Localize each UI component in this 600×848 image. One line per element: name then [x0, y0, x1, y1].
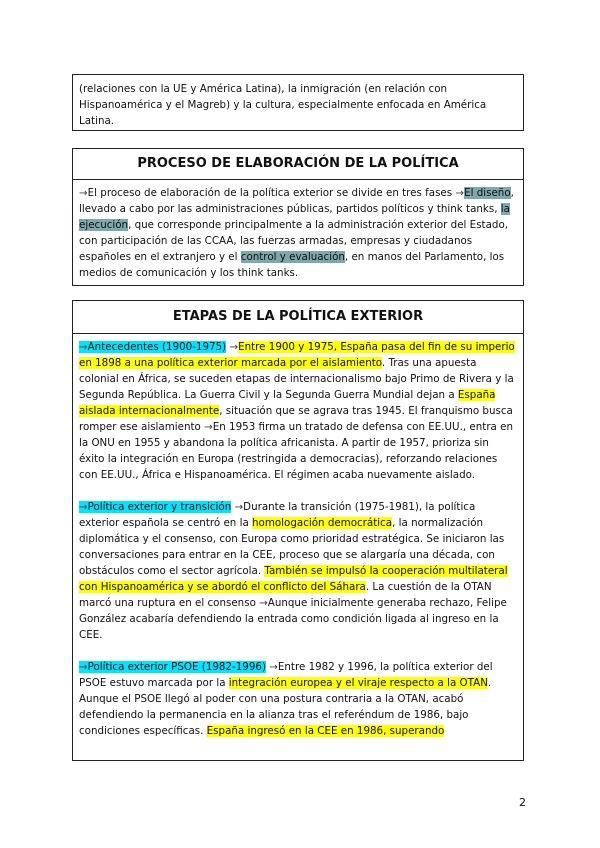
- intro-box: [72, 74, 524, 131]
- arrow-icon: →: [204, 421, 213, 433]
- label-transicion: →Política exterior y transición: [79, 501, 232, 513]
- arrow-icon: →: [79, 187, 88, 199]
- elab-text-3: , que corresponde principalmente a la administración exterior del Estado, con participación de las CCAA, las fuerzas armadas, empresas y ciudadanos españoles en el extranjero y el: [79, 219, 509, 263]
- paragraph-psoe: →Política exterior PSOE (1982-1996) →Entre 1982 y 1996, la política exterior del PSOE estuvo marcada por la integración europea y el viraje respecto a la OTAN. Aunque el PSOE llegó al poder con una postura contraria a la OTAN, acabó defendiendo la permanencia en la alianza tras el referéndum de 1986, bajo condiciones específicas. España ingresó en la CEE en 1986, superando: [79, 661, 493, 737]
- highlight-cee-1986: España ingresó en la CEE en 1986, superando: [206, 725, 445, 737]
- etapas-body: [73, 334, 523, 739]
- elaboracion-box: [72, 148, 524, 286]
- etapas-box: [72, 300, 524, 761]
- arrow-icon: →: [259, 597, 268, 609]
- highlight-cooperacion: También se impulsó la cooperación multilateral con Hispanoamérica y se abordó el conflicto del Sáhara: [79, 565, 508, 593]
- arrow-icon: →: [234, 501, 244, 513]
- label-antecedentes: →Antecedentes (1900-1975): [79, 341, 227, 353]
- etapas-title: ETAPAS DE LA POLÍTICA EXTERIOR: [73, 301, 523, 334]
- arrow-icon: →: [455, 187, 465, 199]
- arrow-icon: →: [79, 661, 88, 673]
- highlight-espana-aislada: España aislada internacionalmente: [79, 389, 496, 417]
- paragraph-transicion: →Política exterior y transición →Durante la transición (1975-1981), la política exterior española se centró en la homologación democrática, la normalización diplomática y el consenso, con Europa como prioridad estratégica. Se iniciaron las conversaciones para entrar en la CEE, proceso que se alargaría una década, con obstáculos como el sector agrícola. También se impulsó la cooperación multilateral con Hispanoamérica y se abordó el conflicto del Sáhara. La cuestión de la OTAN marcó una ruptura en el consenso →Aunque inicialmente generaba rechazo, Felipe González acabaría defendiendo la entrada como condición ligada al ingreso en la CEE.: [79, 501, 508, 641]
- elaboracion-text: [73, 180, 523, 281]
- highlight-homologacion: homologación democrática: [252, 517, 393, 529]
- arrow-icon: →: [269, 661, 278, 673]
- arrow-icon: →: [79, 501, 88, 513]
- intro-text: (relaciones con la UE y América Latina), la inmigración (en relación con Hispanoamérica y el Magreb) y la cultura, especialmente enfocada en América Latina.: [79, 83, 487, 127]
- highlight-diseno: El diseño: [464, 187, 511, 199]
- elaboracion-title: PROCESO DE ELABORACIÓN DE LA POLÍTICA: [73, 149, 523, 180]
- elab-text-1: El proceso de elaboración de la política exterior se divide en tres fases: [87, 187, 456, 199]
- arrow-icon: →: [229, 341, 239, 353]
- label-psoe: →Política exterior PSOE (1982-1996): [79, 661, 266, 673]
- elab-text-4: , en manos del Parlamento, los medios de comunicación y los think tanks.: [79, 251, 505, 279]
- highlight-integracion: integración europea y el viraje respecto a la OTAN: [228, 677, 488, 689]
- paragraph-antecedentes: →Antecedentes (1900-1975) →Entre 1900 y 1975, España pasa del fin de su imperio en 1898 a una política exterior marcada por el aislamiento. Tras una apuesta colonial en África, se suceden etapas de internacionalismo bajo Primo de Rivera y la Segunda República. La Guerra Civil y la Segunda Guerra Mundial dejan a España aislada internacionalmente, situación que se agrava tras 1945. El franquismo busca romper ese aislamiento →En 1953 firma un tratado de defensa con EE.UU., entra en la ONU en 1955 y abandona la política africanista. A partir de 1957, prioriza sin éxito la integración en Europa (restringida a democracias), reforzando relaciones con EE.UU., África e Hispanoamérica. El régimen acaba nuevamente aislado.: [79, 341, 515, 481]
- arrow-icon: →: [79, 341, 88, 353]
- elab-text-2: , llevado a cabo por las administraciones públicas, partidos políticos y think tanks,: [79, 187, 514, 215]
- highlight-control: control y evaluación: [240, 251, 345, 263]
- highlight-ejecucion: la ejecución: [79, 203, 510, 231]
- highlight-fin-imperio: Entre 1900 y 1975, España pasa del fin de su imperio en 1898 a una política exterior marcada por el aislamiento: [79, 341, 515, 369]
- page-number: 2: [519, 796, 526, 809]
